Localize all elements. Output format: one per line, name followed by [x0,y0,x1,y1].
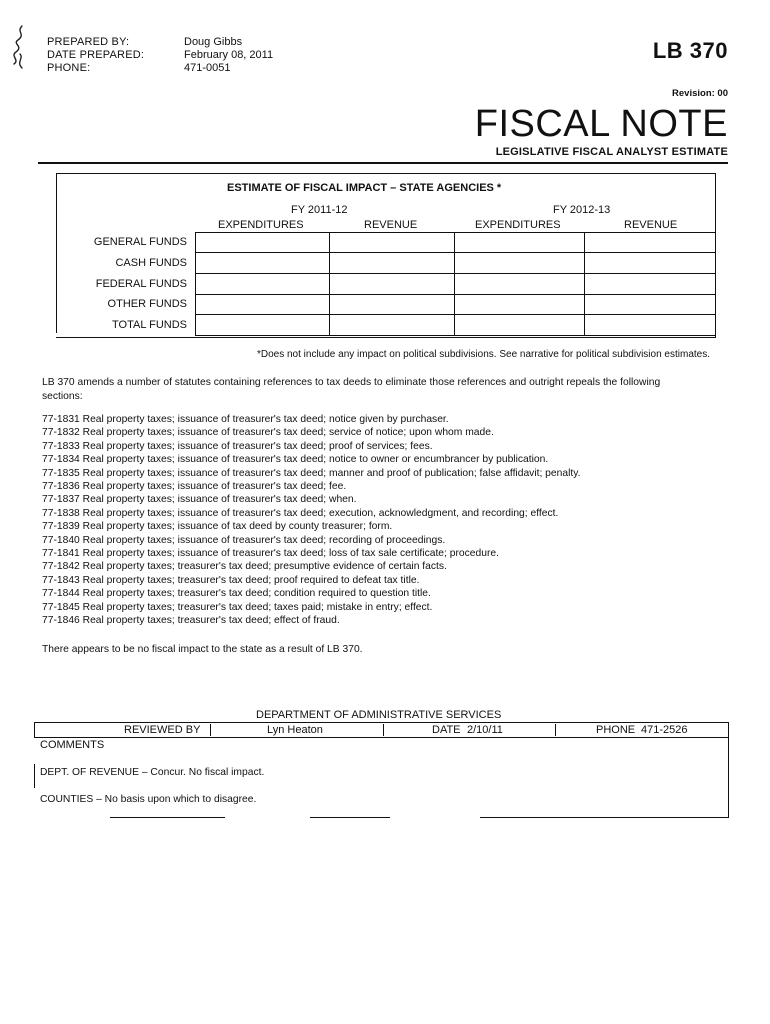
das-divider [383,724,384,736]
grid-row-line [195,294,715,295]
grid-col-line [454,232,455,335]
prepared-by-label: PREPARED BY: [47,36,130,48]
list-item: 77-1837 Real property taxes; issuance of treasurer's tax deed; when. [42,494,357,506]
table-right-border [715,173,716,338]
das-divider [210,724,211,736]
list-item: 77-1835 Real property taxes; issuance of treasurer's tax deed; manner and proof of publication; false affidavit; penalty. [42,467,581,479]
repealed-sections-list [42,413,581,628]
narrative-conclusion: There appears to be no fiscal impact to the state as a result of LB 370. [42,644,363,655]
list-item: 77-1831 Real property taxes; issuance of treasurer's tax deed; notice given by purchaser. [42,414,449,425]
date-prepared-value: February 08, 2011 [184,49,274,61]
reviewer-name: Lyn Heaton [267,724,323,736]
das-mid-rule [34,737,729,738]
table-bottom-border [56,337,716,338]
grid-row-line [195,273,715,274]
review-phone-label: PHONE [596,724,636,736]
phone-label: PHONE: [47,62,91,74]
comment-counties: COUNTIES – No basis upon which to disagree. [40,794,257,805]
das-right-border [728,722,729,818]
list-item: 77-1846 Real property taxes; treasurer's tax deed; effect of fraud. [42,615,340,627]
grid-row-line [195,335,715,336]
das-top-rule [34,722,729,723]
das-title: DEPARTMENT OF ADMINISTRATIVE SERVICES [256,709,502,721]
list-item: 77-1838 Real property taxes; issuance of treasurer's tax deed; execution, acknowledgment, and recording; effect. [42,507,559,519]
list-item: 77-1840 Real property taxes; issuance of treasurer's tax deed; recording of proceedings. [42,534,446,546]
bill-number: LB 370 [652,38,728,63]
comment-revenue: DEPT. OF REVENUE – Concur. No fiscal impact. [40,767,265,778]
list-item: 77-1843 Real property taxes; treasurer's tax deed; proof required to defeat tax title. [42,574,420,586]
list-item: 77-1834 Real property taxes; issuance of treasurer's tax deed; notice to owner or encumbrancer by publication. [42,454,549,466]
grid-row-line [195,252,715,253]
handwritten-initials [6,24,34,72]
date-prepared-label: DATE PREPARED: [47,49,145,61]
row-label-cash-funds: CASH FUNDS [115,257,187,269]
row-label-other-funds: OTHER FUNDS [107,298,187,310]
header-rule [38,162,728,164]
page-title: FISCAL NOTE [474,103,728,145]
grid-row-line [195,314,715,315]
list-item: 77-1841 Real property taxes; issuance of treasurer's tax deed; loss of tax sale certificate; procedure. [42,548,499,560]
fy-2011-12-heading: FY 2011-12 [291,204,348,216]
das-bottom-rule [480,817,728,818]
phone-value: 471-0051 [184,62,231,74]
comment-margin-bar [34,764,35,788]
page-subtitle: LEGISLATIVE FISCAL ANALYST ESTIMATE [495,146,728,158]
fy-2012-13-heading: FY 2012-13 [553,204,611,216]
revision-number: Revision: 00 [672,88,728,99]
grid-row-line [195,232,715,233]
list-item: 77-1845 Real property taxes; treasurer's tax deed; taxes paid; mistake in entry; effect. [42,601,433,613]
review-date: 2/10/11 [467,724,503,736]
list-item: 77-1832 Real property taxes; issuance of treasurer's tax deed; service of notice; upon whom made. [42,427,494,439]
list-item: 77-1839 Real property taxes; issuance of tax deed by county treasurer; form. [42,521,393,533]
review-date-label: DATE [432,724,461,736]
row-label-total-funds: TOTAL FUNDS [112,319,187,331]
comments-label: COMMENTS [40,739,105,751]
review-phone: 471-2526 [641,724,688,736]
narrative-intro: LB 370 amends a number of statutes containing references to tax deeds to eliminate those references and outright repeals the following sections: [42,377,661,402]
grid-col-line [584,232,585,335]
list-item: 77-1833 Real property taxes; issuance of treasurer's tax deed; proof of services; fees. [42,440,433,452]
grid-col-line [195,232,196,335]
col-revenue-2: REVENUE [624,219,678,231]
das-left-border [34,722,35,737]
das-divider [555,724,556,736]
prepared-by-value: Doug Gibbs [184,36,243,48]
list-item: 77-1842 Real property taxes; treasurer's tax deed; presumptive evidence of certain facts. [42,561,447,573]
list-item: 77-1844 Real property taxes; treasurer's tax deed; condition required to question title. [42,588,431,600]
row-label-general-funds: GENERAL FUNDS [93,236,187,248]
das-bottom-rule [110,817,225,818]
col-revenue-1: REVENUE [364,219,418,231]
das-bottom-rule [310,817,390,818]
table-top-border [56,173,716,174]
col-expenditures-1: EXPENDITURES [218,219,304,231]
col-expenditures-2: EXPENDITURES [475,219,561,231]
list-item: 77-1836 Real property taxes; issuance of treasurer's tax deed; fee. [42,481,347,493]
table-title: ESTIMATE OF FISCAL IMPACT – STATE AGENCIES * [227,182,502,194]
table-footnote: *Does not include any impact on political subdivisions. See narrative for political subdivision estimates. [256,349,710,360]
table-left-border [56,173,57,333]
row-label-federal-funds: FEDERAL FUNDS [95,278,187,290]
grid-col-line [329,232,330,335]
reviewed-by-label: REVIEWED BY [124,724,201,736]
